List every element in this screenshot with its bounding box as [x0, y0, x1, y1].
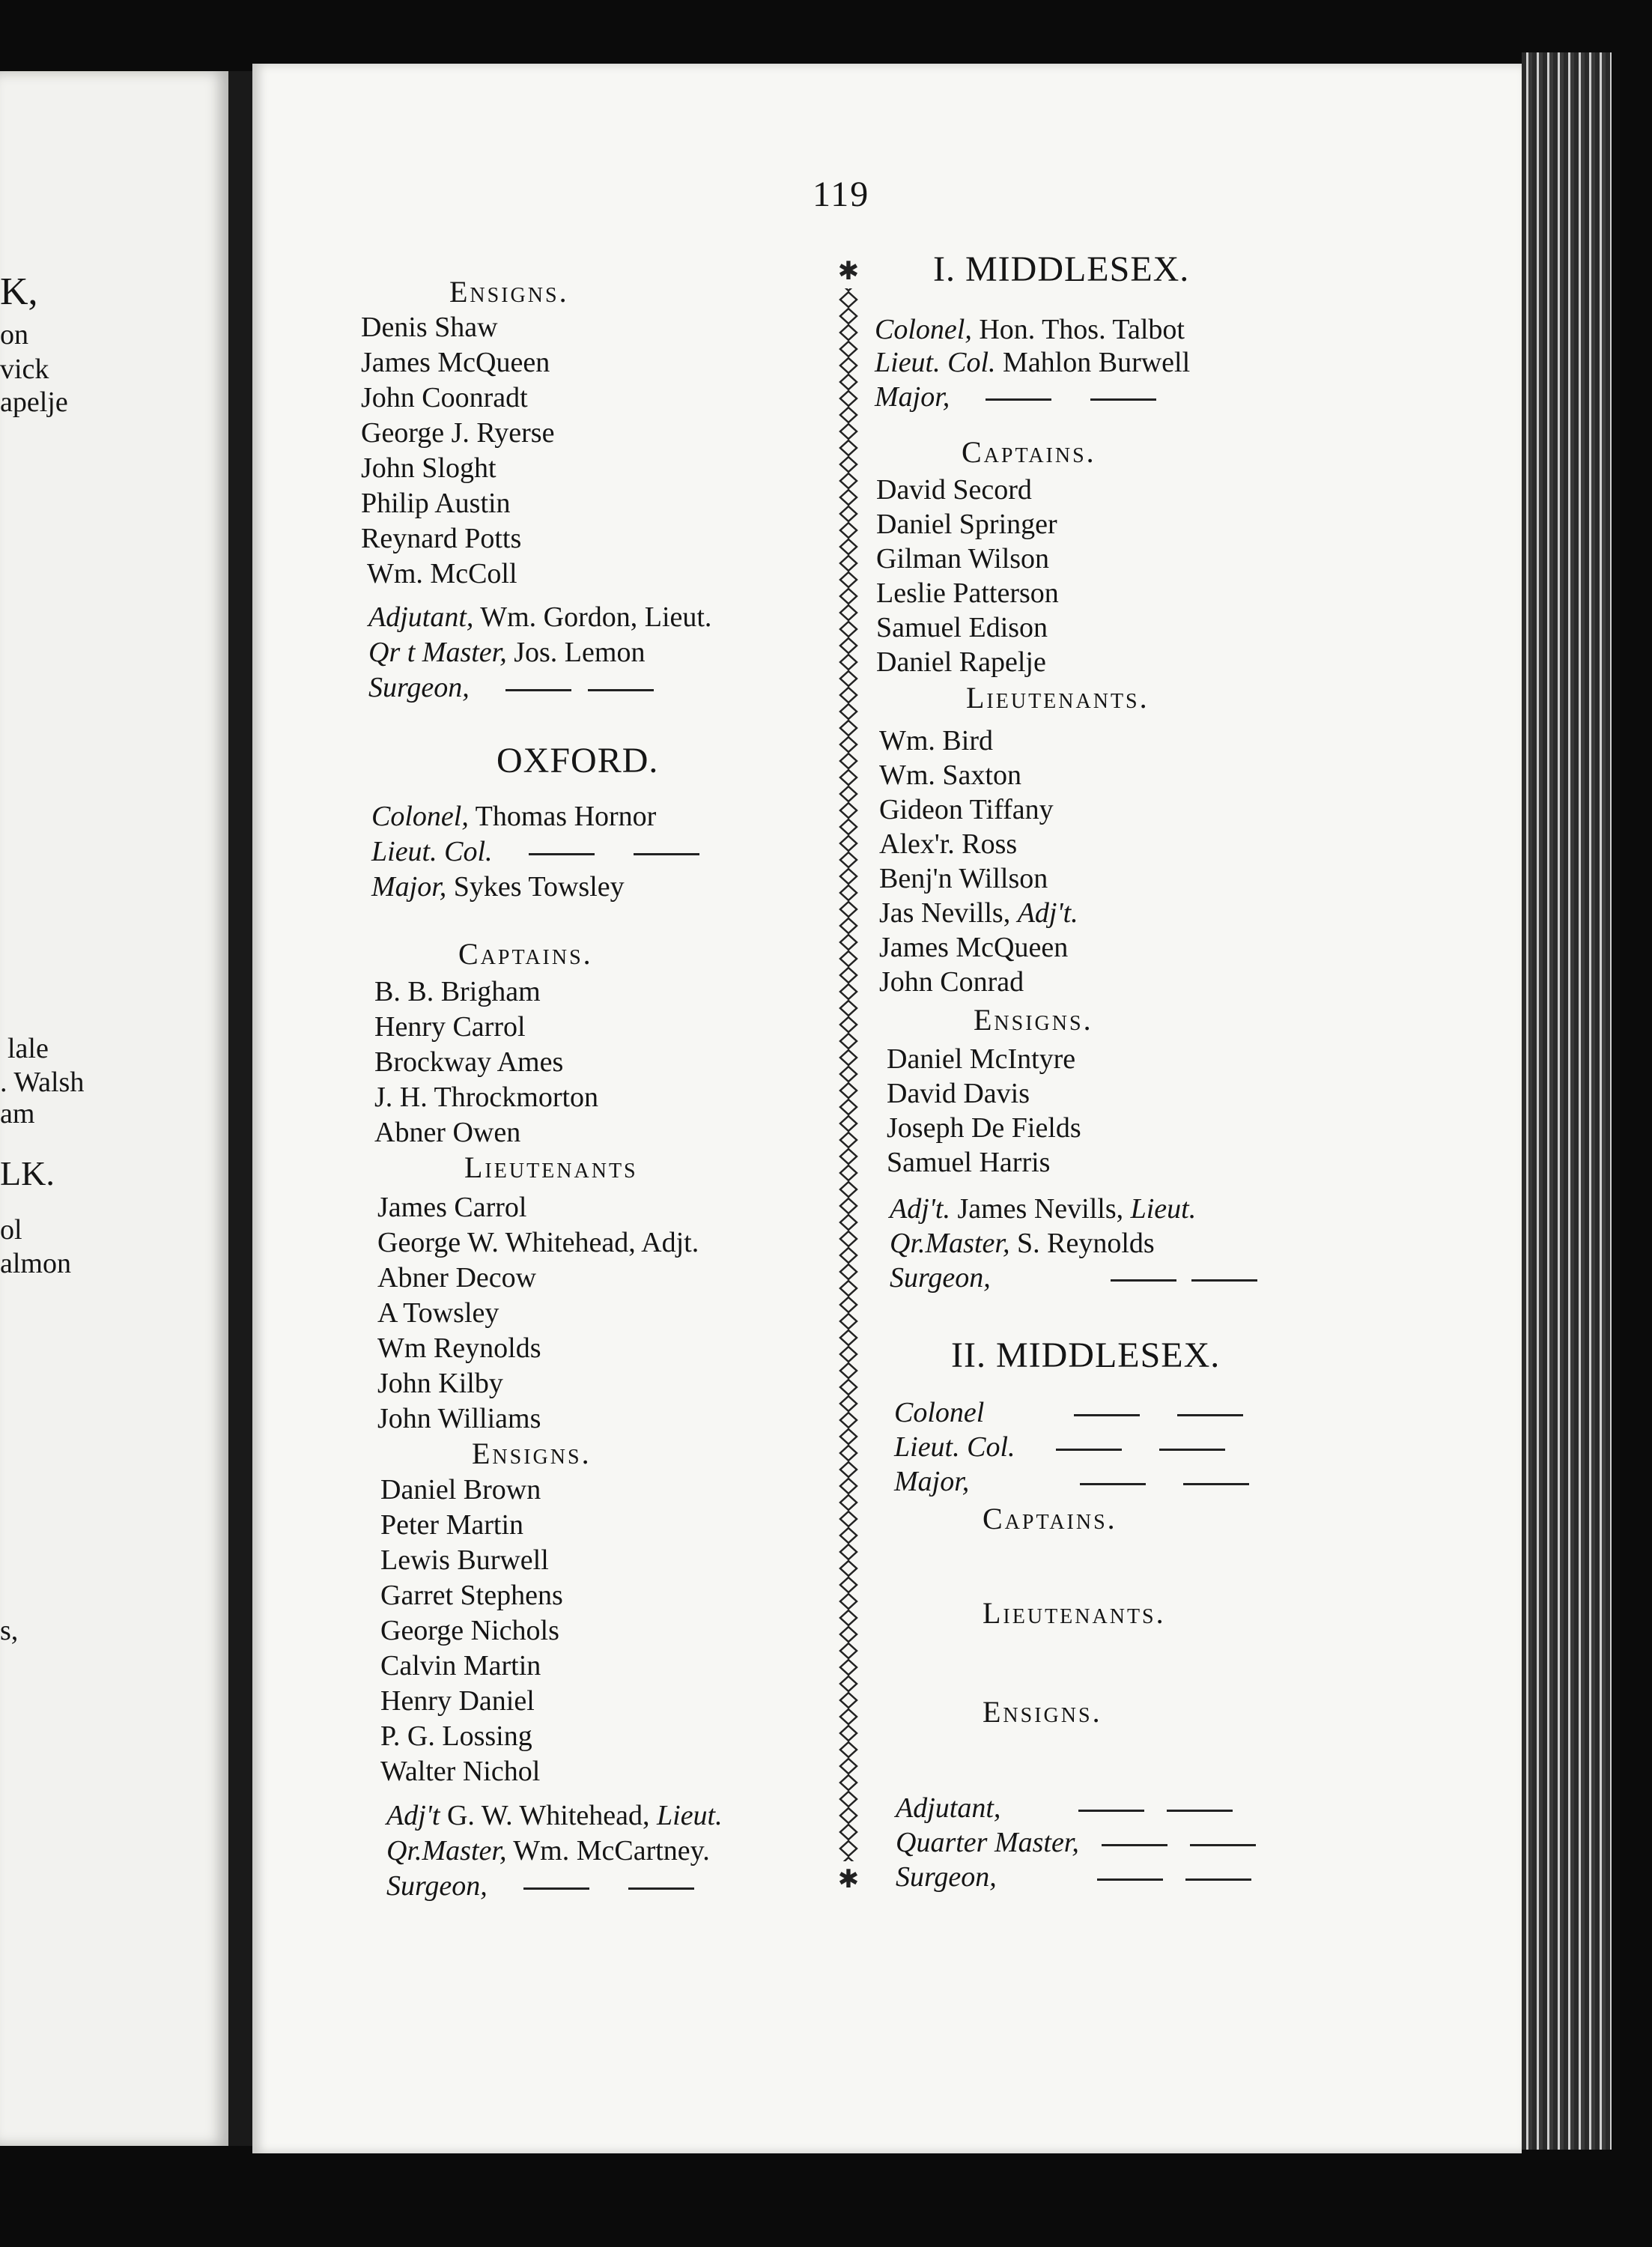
section-heading-ensigns: Ensigns.	[974, 1003, 1093, 1037]
role-label: Adj't.	[1017, 897, 1078, 929]
officer-name: Sykes Towsley	[453, 871, 625, 903]
name-entry: George W. Whitehead, Adjt.	[377, 1227, 699, 1258]
role-label: Major,	[371, 871, 447, 903]
fragment: ol	[0, 1214, 22, 1246]
name-entry: Wm. McColl	[367, 558, 517, 589]
officer-lieut-col	[894, 1431, 1225, 1464]
officer-quartermaster	[386, 1834, 710, 1867]
fragment: almon	[0, 1248, 71, 1279]
name-entry: Abner Owen	[374, 1117, 521, 1148]
blank-dash	[529, 853, 595, 855]
officer-name: Thomas Hornor	[475, 801, 657, 832]
page-number: 119	[813, 175, 870, 214]
name-entry: J. H. Throckmorton	[374, 1082, 599, 1113]
officer-name: Wm. Gordon, Lieut.	[480, 601, 712, 633]
name-entry: James McQueen	[361, 347, 550, 378]
role-label: Quarter Master,	[896, 1827, 1079, 1858]
officer-surgeon	[368, 671, 654, 704]
blank-dash	[1191, 1279, 1257, 1282]
name-entry	[879, 897, 1078, 930]
name-entry: John Coonradt	[361, 382, 528, 413]
name-entry: Alex'r. Ross	[879, 828, 1018, 860]
name-entry: George Nichols	[380, 1615, 559, 1646]
role-label: Colonel,	[371, 801, 469, 832]
book-gutter	[228, 71, 252, 2146]
role-label: Adj't	[386, 1800, 440, 1831]
role-label: Surgeon,	[368, 672, 470, 703]
officer-name: G. W. Whitehead,	[446, 1800, 650, 1831]
blank-dash	[1080, 1483, 1146, 1485]
blank-dash	[1056, 1449, 1122, 1451]
name-entry: Walter Nichol	[380, 1756, 541, 1787]
blank-dash	[588, 689, 654, 691]
page-edges	[1522, 52, 1612, 2150]
role-label: Lieut. Col.	[875, 347, 996, 378]
fragment: LK.	[0, 1154, 55, 1192]
role-label: Adjutant,	[368, 601, 474, 633]
section-heading-ensigns: Ensigns.	[472, 1437, 592, 1470]
name-entry: David Secord	[876, 474, 1032, 506]
name-entry: James McQueen	[879, 932, 1069, 963]
officer-name: Wm. McCartney.	[513, 1835, 710, 1867]
name-entry: John Sloght	[361, 452, 496, 484]
name-entry: Denis Shaw	[361, 312, 498, 343]
name-entry: Gilman Wilson	[876, 543, 1050, 574]
name-entry: Gideon Tiffany	[879, 794, 1054, 825]
fragment: vick	[0, 354, 49, 385]
officer-name: James Nevills,	[957, 1193, 1124, 1225]
name-entry: Philip Austin	[361, 488, 511, 519]
blank-dash	[634, 853, 699, 855]
role-label: Colonel,	[875, 314, 972, 345]
officer-surgeon	[386, 1870, 694, 1902]
role-label: Colonel	[894, 1397, 985, 1428]
name-entry: John Kilby	[377, 1368, 503, 1399]
county-heading-oxford: OXFORD.	[496, 741, 659, 780]
blank-dash	[1078, 1810, 1144, 1812]
name-entry: Wm. Bird	[879, 725, 993, 756]
section-heading-captains: Captains.	[458, 937, 593, 971]
officer-lieut-col	[875, 346, 1190, 379]
name-entry: Daniel Rapelje	[876, 646, 1046, 678]
role-label: Surgeon,	[896, 1861, 997, 1893]
name-entry: P. G. Lossing	[380, 1720, 532, 1752]
name-entry: Daniel Brown	[380, 1474, 541, 1505]
role-label: Adjutant,	[896, 1792, 1001, 1824]
blank-dash	[1074, 1414, 1140, 1416]
name-entry: James Carrol	[377, 1192, 527, 1223]
blank-dash	[1185, 1878, 1251, 1881]
name-entry: Henry Daniel	[380, 1685, 535, 1717]
officer-quartermaster	[890, 1227, 1155, 1260]
name-entry: Henry Carrol	[374, 1011, 526, 1043]
officer-colonel	[875, 313, 1185, 346]
officer-major	[875, 380, 1156, 413]
name-entry: Daniel Springer	[876, 509, 1057, 540]
blank-dash	[986, 398, 1051, 401]
name-entry: B. B. Brigham	[374, 976, 541, 1007]
officer-adjutant	[896, 1792, 1233, 1825]
role-label: Lieut. Col.	[894, 1431, 1015, 1463]
rank-label: Lieut.	[1130, 1193, 1197, 1225]
facing-page-fragment	[0, 71, 228, 2146]
county-heading-second-middlesex: II. MIDDLESEX.	[951, 1335, 1221, 1375]
fragment: am	[0, 1098, 35, 1129]
officer-adjutant	[890, 1192, 1196, 1225]
role-label: Major,	[875, 381, 950, 413]
role-label: Qr.Master,	[890, 1228, 1010, 1259]
fragment: . Walsh	[0, 1067, 85, 1098]
officer-adjutant	[368, 601, 711, 634]
county-heading-first-middlesex: I. MIDDLESEX.	[933, 249, 1190, 289]
name-entry: A Towsley	[377, 1297, 499, 1329]
fragment: on	[0, 319, 28, 351]
officer-surgeon	[896, 1861, 1251, 1893]
officer-quartermaster	[368, 636, 645, 669]
name-entry: Samuel Edison	[876, 612, 1048, 643]
name-entry: Abner Decow	[377, 1262, 537, 1294]
role-label: Adj't.	[890, 1193, 950, 1225]
name-entry: Benj'n Willson	[879, 863, 1048, 894]
fragment: s,	[0, 1615, 19, 1646]
rank-label: Lieut.	[657, 1800, 723, 1831]
section-heading-ensigns: Ensigns.	[983, 1695, 1102, 1729]
role-label: Surgeon,	[890, 1262, 991, 1294]
name-entry: Reynard Potts	[361, 523, 522, 554]
officer-name: S. Reynolds	[1016, 1228, 1155, 1259]
section-heading-ensigns: Ensigns.	[449, 275, 569, 309]
ornament-divider	[836, 258, 861, 1891]
role-label: Qr.Master,	[386, 1835, 507, 1867]
blank-dash	[1190, 1844, 1256, 1846]
fragment: K,	[0, 270, 38, 313]
blank-dash	[1090, 398, 1156, 401]
name-entry: Leslie Patterson	[876, 577, 1059, 609]
officer-colonel	[894, 1396, 1243, 1429]
officer-adjutant	[386, 1799, 723, 1832]
officer-colonel	[371, 800, 656, 833]
role-label: Major,	[894, 1466, 970, 1497]
officer-surgeon	[890, 1261, 1257, 1294]
name-entry: George J. Ryerse	[361, 417, 555, 449]
blank-dash	[1177, 1414, 1243, 1416]
blank-dash	[1183, 1483, 1249, 1485]
blank-dash	[628, 1887, 694, 1890]
fragment: lale	[7, 1033, 49, 1064]
section-heading-lieutenants: Lieutenants	[464, 1150, 638, 1184]
officer-name: Hon. Thos. Talbot	[979, 314, 1185, 345]
section-heading-lieutenants: Lieutenants.	[966, 681, 1150, 715]
blank-dash	[505, 689, 571, 691]
blank-dash	[1102, 1844, 1167, 1846]
blank-dash	[1097, 1878, 1163, 1881]
section-heading-lieutenants: Lieutenants.	[983, 1596, 1166, 1630]
name-entry: Garret Stephens	[380, 1580, 563, 1611]
name-entry: Calvin Martin	[380, 1650, 541, 1682]
role-label: Surgeon,	[386, 1870, 488, 1902]
svg-text:✱: ✱	[837, 1864, 860, 1891]
name-entry: Joseph De Fields	[887, 1112, 1081, 1144]
officer-name: Mahlon Burwell	[1003, 347, 1191, 378]
role-label: Lieut. Col.	[371, 836, 493, 867]
svg-text:✱: ✱	[837, 258, 860, 286]
officer-major	[371, 870, 625, 903]
blank-dash	[1159, 1449, 1225, 1451]
role-label: Qr t Master,	[368, 637, 507, 668]
name-entry: Wm. Saxton	[879, 759, 1021, 791]
officer-name: Jos. Lemon	[514, 637, 646, 668]
name-entry: Peter Martin	[380, 1509, 524, 1541]
name-entry: John Williams	[377, 1403, 541, 1434]
section-heading-captains: Captains.	[983, 1502, 1117, 1535]
name-entry: Lewis Burwell	[380, 1544, 549, 1576]
officer-quartermaster	[896, 1826, 1256, 1859]
name-entry: David Davis	[887, 1078, 1030, 1109]
section-heading-captains: Captains.	[962, 435, 1096, 469]
blank-dash	[1111, 1279, 1176, 1282]
blank-dash	[1167, 1810, 1233, 1812]
name-entry: Samuel Harris	[887, 1147, 1051, 1178]
officer-name: Jas Nevills,	[879, 897, 1011, 929]
name-entry: Daniel McIntyre	[887, 1043, 1076, 1075]
name-entry: Wm Reynolds	[377, 1332, 541, 1364]
officer-lieut-col	[371, 835, 699, 868]
name-entry: Brockway Ames	[374, 1046, 564, 1078]
name-entry: John Conrad	[879, 966, 1024, 998]
blank-dash	[523, 1887, 589, 1890]
fragment: apelje	[0, 386, 68, 418]
officer-major	[894, 1465, 1249, 1498]
